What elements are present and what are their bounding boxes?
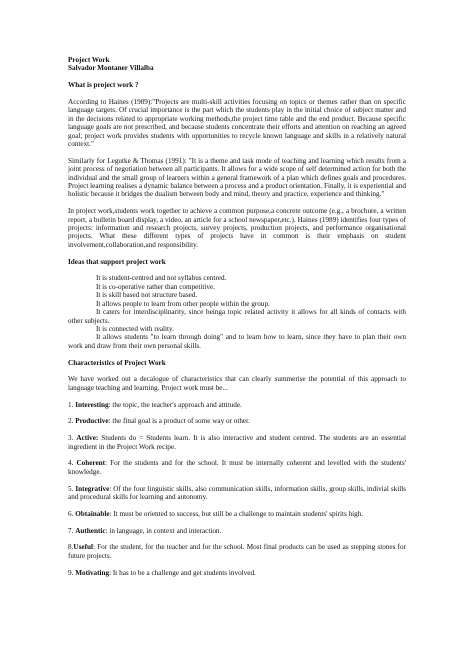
item-text: : the topic, the teacher's approach and attitude. [108, 400, 242, 409]
item-term: Interesting [75, 400, 109, 409]
item-text: : For the student, for the teacher and for the school. Most final products can be used as stepping stones for future projects. [68, 543, 406, 560]
item-text: : Of the four linguistic skills, also communication skills, information skills, group skills, indivial skills and procedural skills for learning and autonomy. [68, 484, 407, 501]
author-name: Salvador Montaner Villalba [68, 64, 154, 73]
characteristic-item [68, 459, 406, 476]
item-text: : It has to be a challenge and get students involved. [109, 568, 256, 577]
characteristics-intro: We have worked out a decalogue of characteristics that can clearly summerise the potential of this approach to language teaching and learning. Project work must be... [68, 375, 406, 392]
list-item: It caters for interdisciplinarity, since beinga topic related activity it allows for all kinds of contacts with other subjects. [68, 308, 406, 325]
item-term: Authentic [75, 526, 106, 535]
item-term: Motivating [75, 568, 110, 577]
characteristic-item [68, 401, 406, 409]
item-number: 3. [68, 434, 77, 443]
item-number: 2. [68, 417, 76, 426]
item-text: : in language, in context and interaction. [105, 526, 222, 535]
item-number: 5. [68, 484, 76, 493]
item-term: Coherent [76, 459, 106, 468]
item-number: 9. [68, 568, 76, 577]
characteristic-item [68, 434, 406, 451]
paragraph-project-types: In project work,students work together to achieve a common purpose,a concrete outcome (e.g., a brochure, a written report, a bulletin board display, a video, an article for a school newspaper,etc.). Haines (1989) identifies four types of projects: information and research projects, survey projects, production projects, and performance organisational projects. What these different types of projects have in common is their emphasis on student involvement,collaboration,and responsibility. [68, 207, 406, 249]
item-text: : the final goal is a product of some way or other. [108, 417, 250, 426]
item-text: : For the students and for the school. It must be internally coherent and levelled with the students' knowledge. [68, 459, 407, 476]
paragraph-haines: According to Haines (1989):"Projects are multi-skill activities focusing on topics or themes rather than on specific language targets. Of crucial importance is the part which the students play in the initial choice of subject matter and in the decisions related to appropriate working methods,the project time table and the end product. Because specific language goals are not prescribed, and because students concentrate their efforts and attention on reaching an agreed goal, project work provides students with opportunities to recycle known language and skills in a relatively natural context." [68, 98, 406, 149]
list-item: It is skill based not structure based. [96, 291, 198, 300]
list-item: It is connected with reality. [96, 324, 174, 333]
item-number: 8. [68, 543, 74, 552]
characteristic-item [68, 485, 406, 502]
item-term: Useful [73, 543, 93, 552]
item-term: Obtainable [75, 509, 110, 518]
list-item: It is co-operative rather than competitive. [96, 282, 215, 291]
characteristic-item [68, 569, 406, 577]
spacer [68, 73, 406, 81]
characteristic-item [68, 417, 406, 425]
section-heading-ideas: Ideas that support project work [68, 257, 166, 266]
list-item: It is student-centred and not syllabus centred. [96, 274, 227, 283]
section-heading-what-is: What is project work ? [68, 81, 139, 90]
characteristic-item [68, 543, 406, 560]
item-number: 1. [68, 400, 76, 409]
item-term: Productive [75, 417, 109, 426]
item-text: : It must be oriented to success, but still be a challenge to maintain students' spirits high. [109, 509, 364, 518]
section-heading-characteristics: Characteristics of Project Work [68, 358, 166, 367]
ideas-list [68, 274, 406, 350]
characteristic-item [68, 510, 406, 518]
document-title: Project Work [68, 56, 110, 64]
item-number: 4. [68, 459, 77, 468]
list-item: It allows people to learn from other people within the group. [96, 299, 270, 308]
characteristic-item [68, 527, 406, 535]
item-number: 6. [68, 509, 76, 518]
item-term: Integrative [75, 484, 110, 493]
item-text: Students do = Students learn. It is also interactive and student centred. The students are an essential ingredient in the Project Work recipe. [68, 434, 406, 451]
list-item: It allows students "to learn through doing" and to learn how to learn, since they have to plan their own work and draw from their own personal skills. [68, 333, 406, 350]
paragraph-legutke: Similarly for Legutke & Thomas (1991): "It is a theme and task mode of teaching and learning which results from a joint process of negotiation between all participants. It allows for a wide scope of self determined action for both the individual and the small group of learners within a general framework of a plan which defines goals and procedures. Project learning realises a dynamic balance between a process and a product orientation. Finally, it is experiential and holistic because it bridges the dualism between body and mind, theory and practice, experience and thinking." [68, 156, 406, 199]
item-term: Active: [76, 434, 99, 443]
item-number: 7. [68, 526, 76, 535]
